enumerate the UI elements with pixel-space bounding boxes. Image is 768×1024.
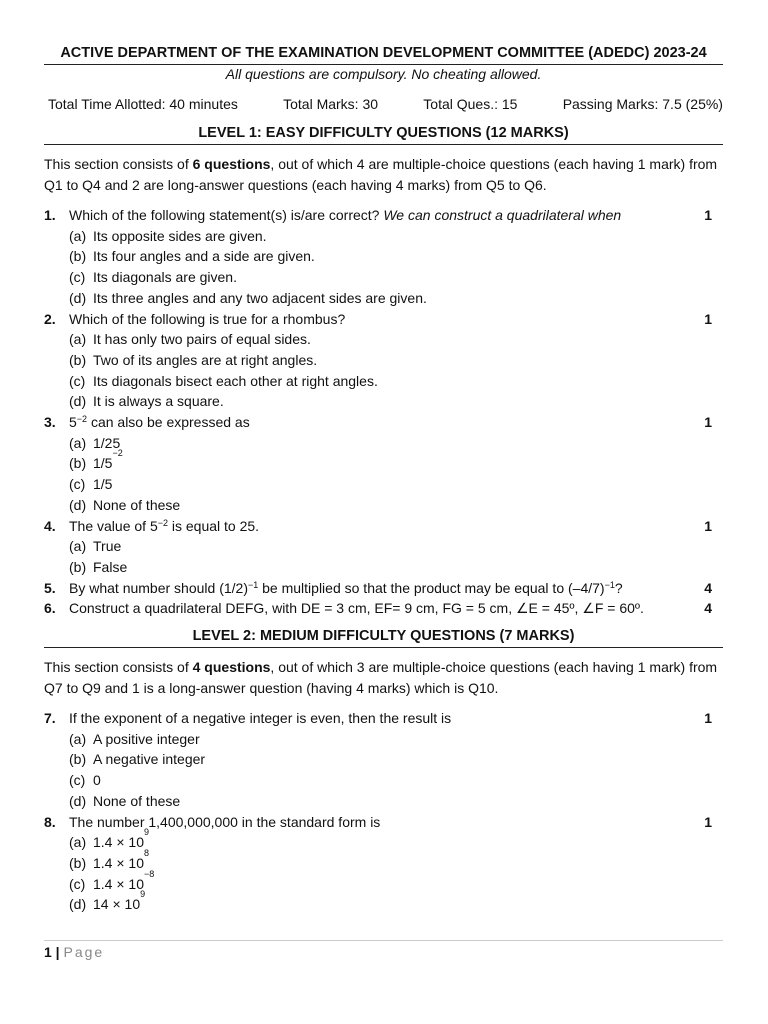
question-number: 5.: [44, 579, 56, 596]
question-text: The value of $5^{-2}$ is equal to 25.: [69, 517, 260, 534]
level-2-questions: [44, 708, 723, 915]
option: (c) 1/5: [69, 476, 113, 493]
total-time: Total Time Allotted: 40 minutes: [48, 96, 238, 112]
option: (b) 1.4 × 10 8: [69, 847, 150, 871]
option: (b) A negative integer: [69, 751, 206, 768]
question-number: 3.: [44, 414, 56, 431]
question-3: [44, 412, 723, 516]
question-text: Construct a quadrilateral DEFG, with DE = 3 cm, EF= 9 cm, FG = 5 cm, ∠E = 45º, ∠F = 60º.: [69, 600, 644, 617]
exam-meta: [44, 95, 723, 113]
total-marks: Total Marks: 30: [283, 96, 379, 112]
passing-marks: Passing Marks: 7.5 (25%): [562, 96, 723, 112]
option: (a) Its opposite sides are given.: [69, 227, 267, 244]
question-1: [44, 205, 723, 309]
level-1-questions: [44, 205, 723, 619]
option: (c) 1.4 × 10 −8: [69, 868, 155, 892]
page-number: 1: [44, 944, 52, 960]
question-number: 4.: [44, 517, 56, 534]
question-number: 8.: [44, 813, 56, 830]
option: (d) It is always a square.: [69, 393, 224, 410]
option: (a) 1.4 × 10 9: [69, 827, 150, 851]
option: (c) Its diagonals bisect each other at right angles.: [69, 372, 378, 389]
question-marks: 4: [704, 600, 712, 617]
question-number: 7.: [44, 710, 56, 727]
page-footer: 1 | Page: [44, 944, 105, 960]
option: (d) None of these: [69, 496, 181, 513]
question-number: 1.: [44, 207, 56, 223]
question-marks: 1: [704, 813, 712, 830]
option: (b) Its four angles and a side are given.: [69, 248, 315, 265]
question-text: By what number should $(1/2)^{-1}$ be multiplied so that the product may be equal to $(-4/7)^{-1}$?: [69, 579, 623, 596]
question-text: Which of the following statement(s) is/are correct? We can construct a quadrilateral when: [69, 207, 622, 223]
level-2-intro: This section consists of 4 questions, out of which 3 are multiple-choice questions (each having 1 mark) from Q7 to Q9 and 1 is a long-answer question (having 4 marks) which is Q10.: [44, 659, 718, 696]
question-8: [44, 812, 723, 916]
question-text: $5^{-2}$ can also be expressed as: [69, 414, 250, 431]
option: (a) True: [69, 538, 122, 555]
question-text: The number 1,400,000,000 in the standard form is: [69, 813, 381, 830]
footer-rule: [44, 940, 723, 941]
level-1-rule: [44, 144, 723, 145]
question-4: [44, 516, 723, 578]
question-marks: 1: [704, 517, 712, 534]
question-marks: 1: [704, 710, 712, 727]
page-label: Page: [63, 944, 105, 960]
question-text: If the exponent of a negative integer is even, then the result is: [69, 710, 452, 727]
option: (d) Its three angles and any two adjacent sides are given.: [69, 289, 427, 306]
question-marks: 1: [704, 207, 712, 223]
level-2-heading: LEVEL 2: MEDIUM DIFFICULTY QUESTIONS (7 MARKS): [192, 628, 575, 645]
question-2: [44, 309, 723, 413]
exam-page: [44, 44, 723, 915]
question-marks: 4: [704, 579, 712, 596]
total-questions: Total Ques.: 15: [423, 96, 518, 112]
option: (b) 1/5 −2: [69, 448, 123, 472]
question-5: [44, 578, 723, 599]
option: (b) Two of its angles are at right angles.: [69, 351, 318, 368]
question-number: 6.: [44, 600, 56, 617]
option: (b) False: [69, 558, 128, 575]
question-6: [44, 598, 723, 619]
option: (d) None of these: [69, 792, 181, 809]
question-text: Which of the following is true for a rhombus?: [69, 310, 346, 327]
option: (a) A positive integer: [69, 730, 200, 747]
option: (a) 1/25: [69, 434, 121, 451]
option: (d) 14 × 10 9: [69, 889, 146, 913]
question-marks: 1: [704, 414, 712, 431]
option: (c) 0: [69, 772, 101, 789]
option: (c) Its diagonals are given.: [69, 269, 237, 286]
level-1-heading: LEVEL 1: EASY DIFFICULTY QUESTIONS (12 MARKS): [198, 125, 569, 141]
question-7: [44, 708, 723, 812]
level-2-rule: [44, 647, 723, 648]
question-marks: 1: [704, 310, 712, 327]
exam-title: ACTIVE DEPARTMENT OF THE EXAMINATION DEVELOPMENT COMMITTEE (ADEDC) 2023-24: [60, 45, 707, 61]
exam-instructions: All questions are compulsory. No cheating allowed.: [225, 66, 542, 82]
option: (a) It has only two pairs of equal sides.: [69, 331, 311, 348]
level-1-intro: This section consists of 6 questions, out of which 4 are multiple-choice questions (each having 1 mark) from Q1 to Q4 and 2 are long-answer questions (each having 4 marks) from Q5 to Q6.: [44, 156, 718, 193]
question-number: 2.: [44, 310, 56, 327]
